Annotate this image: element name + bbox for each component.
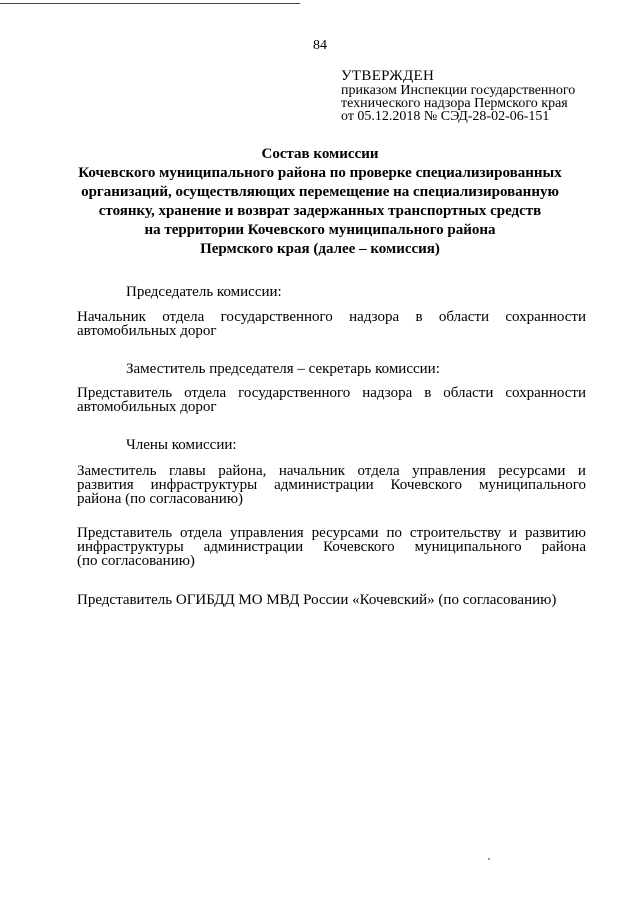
title-line: на территории Кочевского муниципального района (144, 222, 496, 238)
word: области (443, 385, 494, 401)
title-line: Пермского края (далее – комиссия) (200, 241, 440, 257)
deputy-label: Заместитель председателя – секретарь комиссии: (126, 361, 440, 377)
justified-line (77, 464, 586, 478)
word: отдела (180, 525, 223, 541)
chairman-entry (77, 310, 586, 338)
approval-line: от 05.12.2018 № СЭД-28-02-06-151 (341, 109, 550, 124)
page-number: 84 (313, 38, 327, 53)
word: и (509, 525, 518, 541)
word: муниципального (478, 477, 586, 493)
word: области (438, 309, 490, 325)
approval-heading: УТВЕРЖДЕН (341, 68, 435, 84)
word: Представитель (77, 525, 173, 541)
word: и (577, 463, 586, 479)
word: государственного (220, 309, 333, 325)
word: надзора (362, 385, 413, 401)
member-entry (77, 526, 586, 568)
word: главы (169, 463, 206, 479)
scan-edge-line (0, 3, 300, 4)
word: управления (230, 525, 304, 541)
word: отдела (357, 463, 400, 479)
approval-line: приказом Инспекции государственного (341, 83, 576, 98)
member-entry (77, 464, 586, 506)
justified-line (77, 310, 586, 324)
justified-line (77, 540, 586, 554)
word: надзора (349, 309, 400, 325)
entry-line: автомобильных дорог (77, 323, 217, 339)
document-title (60, 145, 580, 259)
word: инфраструктуры (150, 477, 258, 493)
word: муниципального (414, 539, 522, 555)
title-line: Кочевского муниципального района по проверке специализированных (78, 165, 562, 181)
word: в (424, 385, 432, 401)
word: сохранности (505, 385, 586, 401)
word: развитию (524, 525, 586, 541)
justified-line (77, 386, 586, 400)
word: инфраструктуры (77, 539, 184, 555)
word: строительству (409, 525, 502, 541)
word: администрации (274, 477, 374, 493)
justified-line (77, 526, 586, 540)
word: Начальник (77, 309, 146, 325)
word: начальник (278, 463, 345, 479)
entry-line: (по согласованию) (77, 553, 195, 569)
entry-line: автомобильных дорог (77, 399, 217, 415)
word: Заместитель (77, 463, 157, 479)
deputy-entry (77, 386, 586, 414)
members-label: Члены комиссии: (126, 437, 237, 453)
approval-line: технического надзора Пермского края (341, 96, 568, 111)
word: в (415, 309, 423, 325)
word: государственного (238, 385, 351, 401)
member-entry (77, 593, 586, 607)
word: ресурсами (498, 463, 566, 479)
word: Кочевского (323, 539, 395, 555)
word: отдела (184, 385, 227, 401)
entry-line: района (по согласованию) (77, 491, 244, 507)
title-line: Состав комиссии (261, 146, 379, 162)
word: по (386, 525, 403, 541)
title-line: организаций, осуществляющих перемещение на специализированную (81, 184, 559, 200)
scan-speck (488, 858, 490, 860)
word: ресурсами (311, 525, 379, 541)
word: развития (77, 477, 134, 493)
entry-line: Представитель ОГИБДД МО МВД России «Кочевский» (по согласованию) (77, 592, 557, 608)
word: отдела (162, 309, 205, 325)
title-line: стоянку, хранение и возврат задержанных транспортных средств (98, 203, 542, 219)
word: Представитель (77, 385, 173, 401)
approval-stamp (341, 68, 631, 123)
word: района (541, 539, 586, 555)
word: сохранности (505, 309, 586, 325)
word: администрации (203, 539, 304, 555)
word: Кочевского (390, 477, 463, 493)
word: управления (412, 463, 486, 479)
chairman-label: Председатель комиссии: (126, 284, 282, 300)
justified-line (77, 478, 586, 492)
word: района, (218, 463, 267, 479)
